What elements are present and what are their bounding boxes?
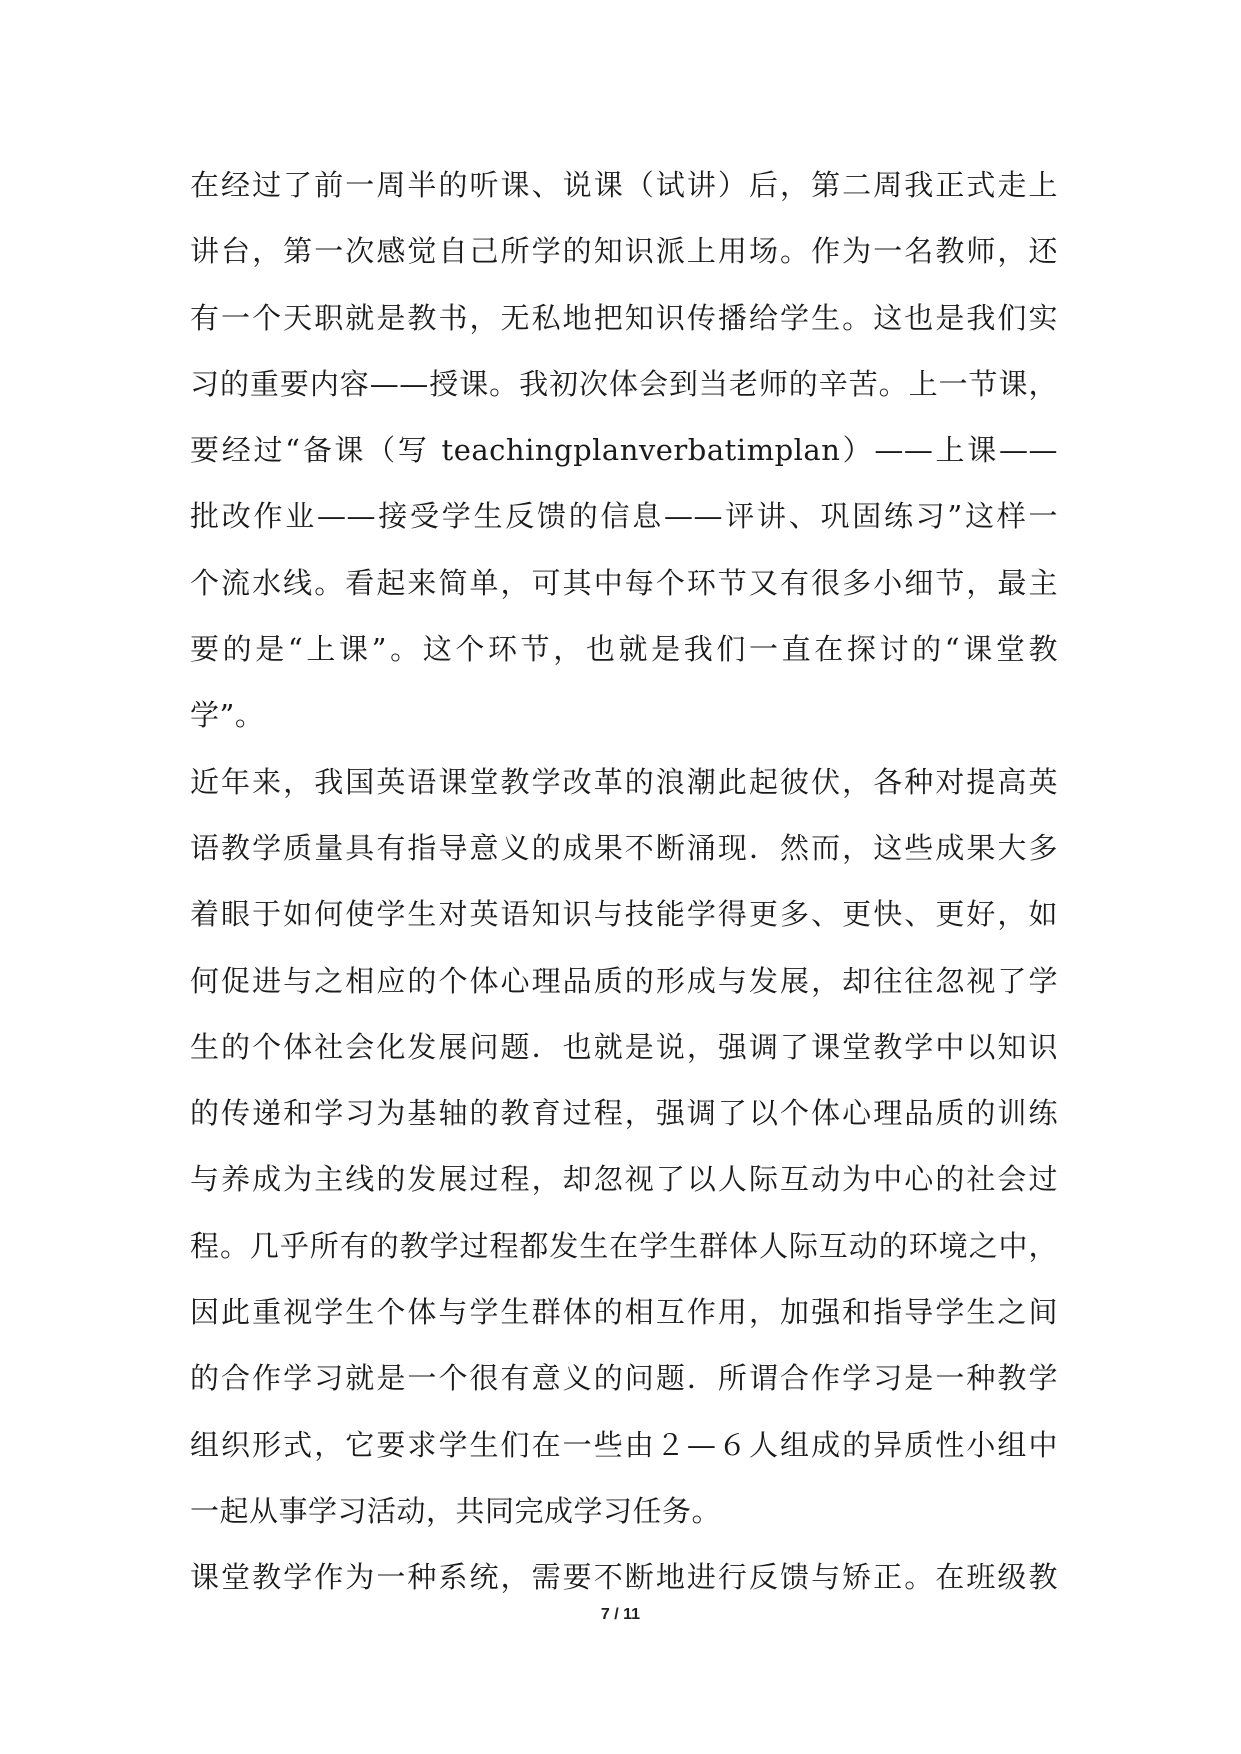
text-line: 一起从事学习活动，共同完成学习任务。	[190, 1493, 722, 1528]
text-line: 与养成为主线的发展过程，却忽视了以人际互动为中心的社会过	[190, 1162, 1058, 1197]
body-text	[190, 152, 1058, 1611]
text-line: 讲台，第一次感觉自己所学的知识派上用场。作为一名教师，还	[190, 234, 1058, 269]
text-line: 课堂教学作为一种系统，需要不断地进行反馈与矫正。在班级教	[190, 1560, 1058, 1595]
text-line: 的传递和学习为基轴的教育过程，强调了以个体心理品质的训练	[190, 1096, 1058, 1131]
text-line: 学”。	[190, 698, 265, 733]
text-line: 程。几乎所有的教学过程都发生在学生群体人际互动的环境之中，	[190, 1228, 1058, 1263]
text-line: 要经过“备课（写 teachingplanverbatimplan）——上课——	[190, 433, 1058, 468]
text-line: 近年来，我国英语课堂教学改革的浪潮此起彼伏，各种对提高英	[190, 764, 1058, 799]
text-line: 组织形式，它要求学生们在一些由２—６人组成的异质性小组中	[190, 1427, 1058, 1462]
text-line: 习的重要内容——授课。我初次体会到当老师的辛苦。上一节课，	[190, 366, 1058, 401]
text-line: 要的是“上课”。这个环节，也就是我们一直在探讨的“课堂教	[190, 632, 1058, 667]
text-line: 因此重视学生个体与学生群体的相互作用，加强和指导学生之间	[190, 1295, 1058, 1330]
text-line: 批改作业——接受学生反馈的信息——评讲、巩固练习”这样一	[190, 499, 1058, 534]
text-line: 何促进与之相应的个体心理品质的形成与发展，却往往忽视了学	[190, 963, 1058, 998]
text-line: 在经过了前一周半的听课、说课（试讲）后，第二周我正式走上	[190, 168, 1058, 202]
text-line: 个流水线。看起来简单，可其中每个环节又有很多小细节，最主	[190, 565, 1058, 600]
text-line: 有一个天职就是教书，无私地把知识传播给学生。这也是我们实	[190, 300, 1058, 335]
text-line: 语教学质量具有指导意义的成果不断涌现．然而，这些成果大多	[190, 830, 1058, 865]
text-line: 生的个体社会化发展问题．也就是说，强调了课堂教学中以知识	[190, 1029, 1058, 1064]
text-line: 的合作学习就是一个很有意义的问题．所谓合作学习是一种教学	[190, 1361, 1058, 1396]
page-number: 7 / 11	[600, 1606, 641, 1623]
text-line: 着眼于如何使学生对英语知识与技能学得更多、更快、更好，如	[190, 897, 1058, 932]
